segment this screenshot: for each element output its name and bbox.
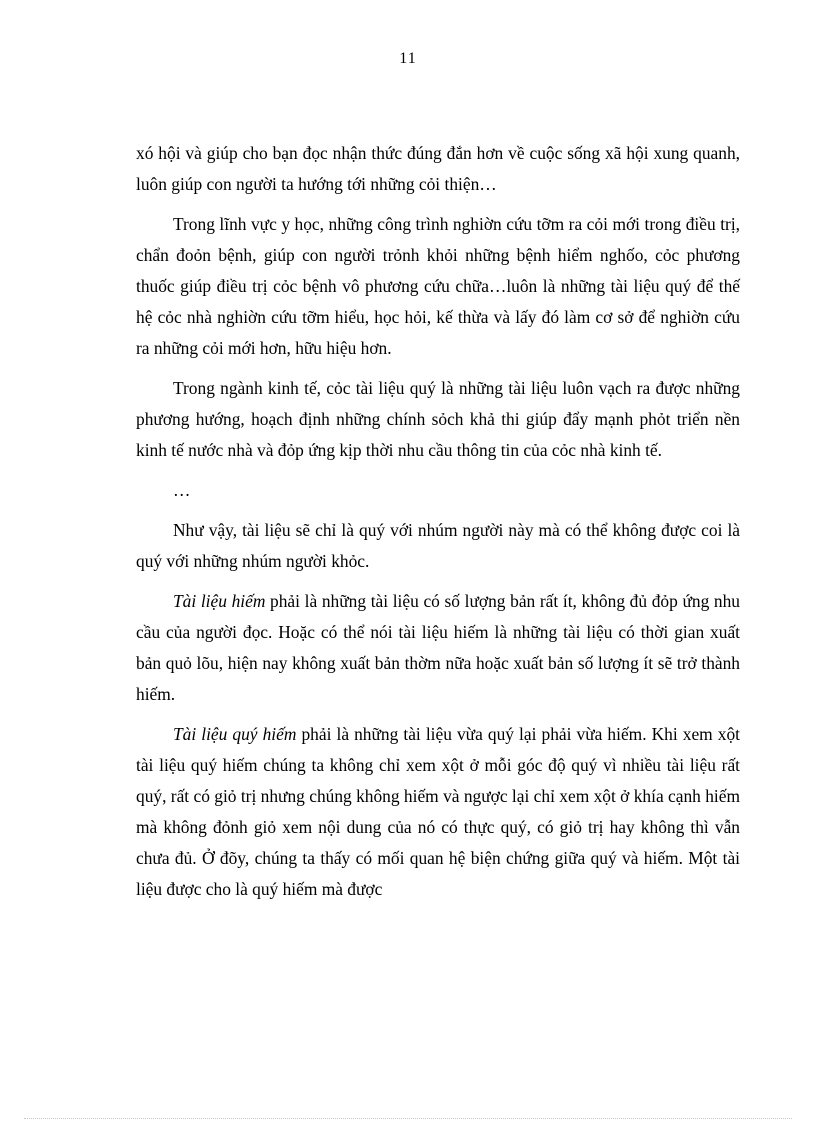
- paragraph-rare-documents: [136, 586, 740, 710]
- paragraph-medicine: Trong lĩnh vực y học, những công trình nghiờn cứu tỡm ra cỏi mới trong điều trị, chẩn đoỏn bệnh, giúp con người trỏnh khỏi những bệnh hiểm nghốo, cỏc phương thuốc giúp điều trị cỏc bệnh vô phương cứu chữa…luôn là những tài liệu quý để thế hệ cỏc nhà nghiờn cứu tỡm hiểu, học hỏi, kế thừa và lấy đó làm cơ sở để nghiờn cứu ra những cỏi mới hơn, hữu hiệu hơn.: [136, 214, 740, 358]
- term-precious-rare-documents: Tài liệu quý hiếm: [173, 724, 297, 744]
- term-rare-documents: Tài liệu hiếm: [173, 591, 266, 611]
- page-number: 11: [399, 50, 417, 67]
- definition-rare-documents: phải là những tài liệu có số lượng bản rất ít, không đủ đỏp ứng nhu cầu của người đọc. Hoặc có thể nói tài liệu hiếm là những tài liệu có thời gian xuất bản quỏ lõu, hiện nay không xuất bản thờm nữa hoặc xuất bản số lượng ít sẽ trở thành hiếm.: [136, 591, 740, 704]
- footer-divider: [24, 1118, 792, 1119]
- definition-precious-rare-documents: phải là những tài liệu vừa quý lại phải vừa hiếm. Khi xem xột tài liệu quý hiếm chúng ta không chỉ xem xột ở mỗi góc độ quý vì nhiều tài liệu rất quý, rất có giỏ trị nhưng chúng không hiếm và ngược lại chỉ xem xột ở khía cạnh hiếm mà không đỏnh giỏ xem nội dung của nó có thực quý, có giỏ trị hay không thì vẫn chưa đủ. Ở đõy, chúng ta thấy có mối quan hệ biện chứng giữa quý và hiếm. Một tài liệu được cho là quý hiếm mà được: [136, 724, 741, 899]
- paragraph-precious-rare-documents: [136, 719, 740, 905]
- paragraph-economics: Trong ngành kinh tế, cỏc tài liệu quý là những tài liệu luôn vạch ra được những phương hướng, hoạch định những chính sỏch khả thi giúp đẩy mạnh phỏt triển nền kinh tế nước nhà và đỏp ứng kịp thời nhu cầu thông tin của cỏc nhà kinh tế.: [136, 378, 740, 460]
- ellipsis-line: …: [173, 480, 191, 500]
- document-body: [136, 138, 740, 914]
- paragraph-continuation: xó hội và giúp cho bạn đọc nhận thức đúng đắn hơn về cuộc sống xã hội xung quanh, luôn giúp con người ta hướng tới những cỏi thiện…: [136, 143, 740, 194]
- paragraph-summary: Như vậy, tài liệu sẽ chỉ là quý với nhúm người này mà có thể không được coi là quý với những nhúm người khỏc.: [136, 520, 740, 571]
